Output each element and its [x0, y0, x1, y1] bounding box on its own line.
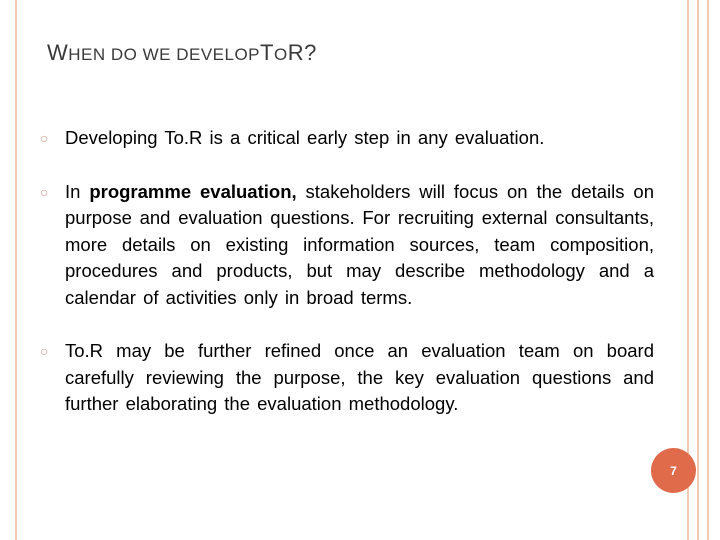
bullet-item	[40, 179, 654, 312]
title-text: O	[273, 45, 288, 64]
bullet-item	[40, 125, 654, 152]
bullet-circle-icon: ○	[40, 130, 49, 146]
right-decorative-rule	[697, 0, 699, 540]
page-number: 7	[670, 463, 677, 478]
bullet-text: stakeholders will focus on the details on purpose and evaluation questions. For recruiting external consultants, more details on existing information sources, team composition, procedures and products, but may describe methodology and a calendar of activities only in broad terms.	[65, 180, 654, 308]
bullet-emphasis: programme evaluation,	[89, 180, 297, 202]
bullet-text: To.R may be further refined once an evaluation team on board carefully reviewing the purpose, the key evaluation questions and further elaborating the evaluation methodology.	[65, 340, 654, 414]
page-number-badge	[651, 448, 696, 493]
title-initial: R	[287, 40, 305, 65]
bullet-item	[40, 338, 654, 418]
title-initial: T	[260, 40, 274, 65]
left-decorative-rule	[15, 0, 17, 540]
title-text: ?	[304, 40, 317, 65]
bullet-circle-icon: ○	[40, 343, 49, 359]
title-text: HEN DO WE DEVELOP	[68, 45, 261, 64]
bullet-lead-text: In	[65, 180, 90, 202]
bullet-circle-icon: ○	[40, 183, 49, 200]
bullet-list	[40, 125, 654, 418]
bullet-text: Developing To.R is a critical early step in any evaluation.	[65, 127, 545, 148]
slide-title	[47, 40, 317, 66]
title-initial: W	[47, 40, 69, 65]
right-decorative-rule	[707, 0, 709, 540]
